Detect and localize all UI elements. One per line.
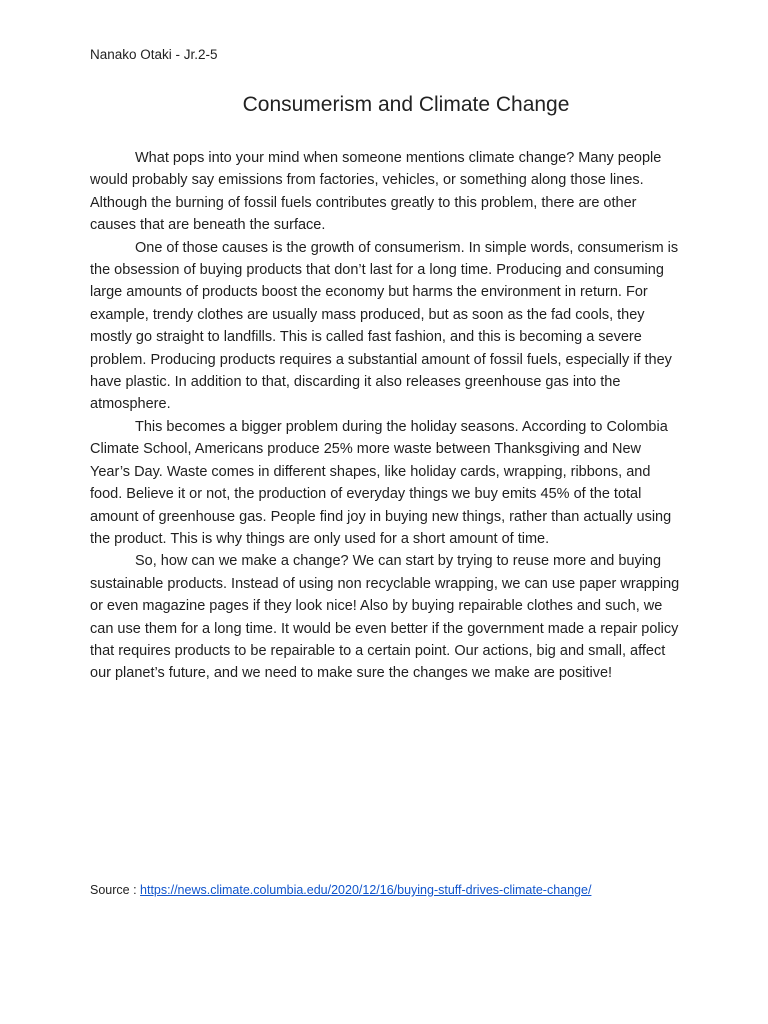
source-label: Source : [90, 883, 141, 897]
source-citation [90, 883, 591, 897]
paragraph-2: One of those causes is the growth of consumerism. In simple words, consumerism is the obsession of buying products that don’t last for a long time. Producing and consuming large amounts of products boost the economy but harms the environment in return. For example, trendy clothes are usually mass produced, but as soon as the fad cools, they mostly go straight to landfills. This is called fast fashion, and this is becoming a severe problem. Producing products requires a substantial amount of fossil fuels, especially if they have plastic. In addition to that, discarding it also releases greenhouse gas into the atmosphere. [90, 239, 679, 413]
essay-body [90, 147, 682, 685]
source-link[interactable]: https://news.climate.columbia.edu/2020/12/16/buying-stuff-drives-climate-change/ [140, 883, 592, 897]
document-title: Consumerism and Climate Change [242, 93, 570, 116]
paragraph-3: This becomes a bigger problem during the holiday seasons. According to Colombia Climate School, Americans produce 25% more waste between Thanksgiving and New Year’s Day. Waste comes in different shapes, like holiday cards, wrapping, ribbons, and food. Believe it or not, the production of everyday things we buy emits 45% of the total amount of greenhouse gas. People find joy in buying new things, rather than actually using the product. This is why things are only used for a short amount of time. [90, 418, 672, 547]
paragraph-4: So, how can we make a change? We can start by trying to reuse more and buying sustainable products. Instead of using non recyclable wrapping, we can use paper wrapping or even magazine pages if they look nice! Also by buying repairable clothes and such, we can use them for a long time. It would be even better if the government made a repair policy that requires products to be repairable to a certain point. Our actions, big and small, affect our planet’s future, and we need to make sure the changes we make are positive! [90, 553, 680, 682]
author-header: Nanako Otaki - Jr.2-5 [90, 47, 218, 62]
paragraph-1: What pops into your mind when someone mentions climate change? Many people would probably say emissions from factories, vehicles, or something along those lines. Although the burning of fossil fuels contributes greatly to this problem, there are other causes that are beneath the surface. [90, 150, 662, 234]
